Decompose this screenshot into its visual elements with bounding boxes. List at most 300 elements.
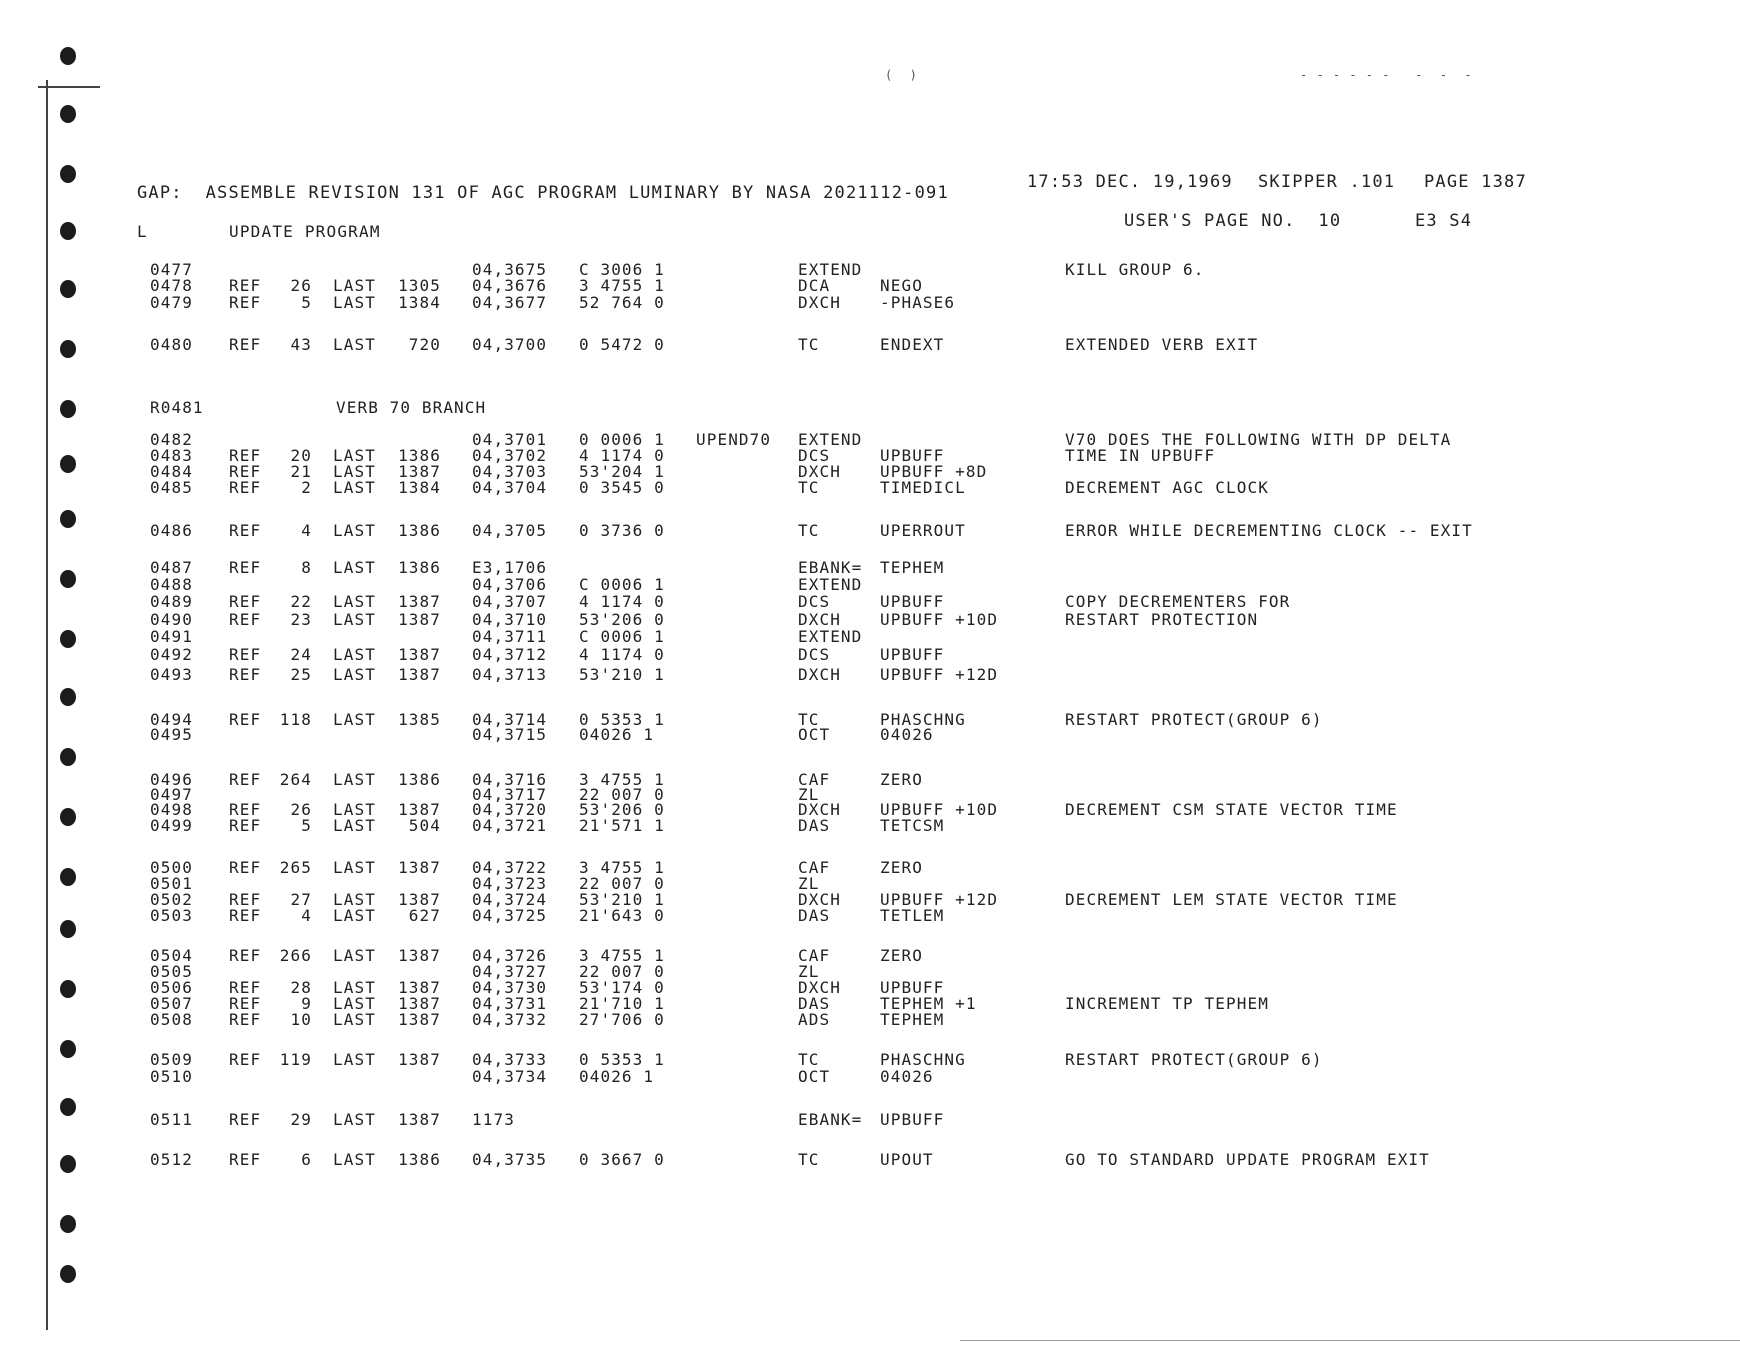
header-title: GAP: ASSEMBLE REVISION 131 OF AGC PROGRAM LUMINARY BY NASA 2021112-091 bbox=[137, 183, 949, 203]
last-keyword: LAST bbox=[333, 478, 376, 497]
opcode: DCS bbox=[798, 645, 831, 664]
memory-word: 21'710 1 bbox=[579, 994, 665, 1013]
ref-keyword: REF bbox=[229, 592, 262, 611]
ref-keyword: REF bbox=[229, 446, 262, 465]
last-keyword: LAST bbox=[333, 592, 376, 611]
line-number: 0500 bbox=[150, 858, 193, 877]
address: 04,3734 bbox=[472, 1067, 548, 1086]
operand: UPBUFF bbox=[880, 592, 945, 611]
line-number: 0492 bbox=[150, 645, 193, 664]
opcode: DXCH bbox=[798, 462, 841, 481]
ref-keyword: REF bbox=[229, 946, 262, 965]
line-number: 0499 bbox=[150, 816, 193, 835]
address: 04,3700 bbox=[472, 335, 548, 354]
last-page: 1387 bbox=[398, 610, 441, 629]
line-number: 0502 bbox=[150, 890, 193, 909]
comment: KILL GROUP 6. bbox=[1065, 260, 1205, 279]
ref-count: 2 bbox=[301, 478, 312, 497]
opcode: TC bbox=[798, 1150, 820, 1169]
operand: ZERO bbox=[880, 858, 923, 877]
last-keyword: LAST bbox=[333, 858, 376, 877]
line-number: 0491 bbox=[150, 627, 193, 646]
feed-hole bbox=[60, 105, 76, 123]
opcode: DXCH bbox=[798, 610, 841, 629]
ref-keyword: REF bbox=[229, 710, 262, 729]
ref-count: 21 bbox=[290, 462, 312, 481]
opcode: EXTEND bbox=[798, 430, 863, 449]
memory-word: 0 3736 0 bbox=[579, 521, 665, 540]
address: 04,3716 bbox=[472, 770, 548, 789]
last-keyword: LAST bbox=[333, 816, 376, 835]
opcode: DXCH bbox=[798, 800, 841, 819]
ref-keyword: REF bbox=[229, 521, 262, 540]
last-keyword: LAST bbox=[333, 906, 376, 925]
opcode: TC bbox=[798, 1050, 820, 1069]
opcode: TC bbox=[798, 521, 820, 540]
listing-line bbox=[0, 293, 1740, 313]
address: 04,3704 bbox=[472, 478, 548, 497]
memory-word: 04026 1 bbox=[579, 1067, 655, 1086]
listing-line bbox=[0, 1150, 1740, 1170]
memory-word: 22 007 0 bbox=[579, 785, 665, 804]
address: 04,3735 bbox=[472, 1150, 548, 1169]
operand: -PHASE6 bbox=[880, 293, 956, 312]
print-smudge: - - - - - - - - - bbox=[1300, 68, 1473, 82]
operand: ENDEXT bbox=[880, 335, 945, 354]
line-number: 0496 bbox=[150, 770, 193, 789]
last-page: 1387 bbox=[398, 994, 441, 1013]
memory-word: 52 764 0 bbox=[579, 293, 665, 312]
line-number: 0482 bbox=[150, 430, 193, 449]
ref-count: 26 bbox=[290, 276, 312, 295]
ref-keyword: REF bbox=[229, 770, 262, 789]
last-page: 1387 bbox=[398, 858, 441, 877]
ref-keyword: REF bbox=[229, 816, 262, 835]
last-keyword: LAST bbox=[333, 276, 376, 295]
memory-word: 3 4755 1 bbox=[579, 276, 665, 295]
last-keyword: LAST bbox=[333, 800, 376, 819]
memory-word: 0 5472 0 bbox=[579, 335, 665, 354]
ref-count: 8 bbox=[301, 558, 312, 577]
line-number: 0510 bbox=[150, 1067, 193, 1086]
header-users-page: USER'S PAGE NO. 10 bbox=[1124, 211, 1342, 231]
comment: COPY DECREMENTERS FOR bbox=[1065, 592, 1291, 611]
last-keyword: LAST bbox=[333, 994, 376, 1013]
address: 04,3701 bbox=[472, 430, 548, 449]
opcode: DXCH bbox=[798, 890, 841, 909]
last-keyword: LAST bbox=[333, 610, 376, 629]
line-number: 0493 bbox=[150, 665, 193, 684]
memory-word: 3 4755 1 bbox=[579, 946, 665, 965]
feed-hole bbox=[60, 165, 76, 183]
listing-line bbox=[0, 645, 1740, 665]
ref-keyword: REF bbox=[229, 1110, 262, 1129]
line-number: 0504 bbox=[150, 946, 193, 965]
address: 04,3715 bbox=[472, 725, 548, 744]
memory-word: 27'706 0 bbox=[579, 1010, 665, 1029]
address: 04,3703 bbox=[472, 462, 548, 481]
feed-hole bbox=[60, 1265, 76, 1283]
last-page: 1387 bbox=[398, 645, 441, 664]
section-title: UPDATE PROGRAM bbox=[229, 222, 381, 241]
feed-hole bbox=[60, 1215, 76, 1233]
operand: ZERO bbox=[880, 946, 923, 965]
address: 04,3706 bbox=[472, 575, 548, 594]
memory-word: C 0006 1 bbox=[579, 575, 665, 594]
ref-count: 266 bbox=[279, 946, 312, 965]
ref-keyword: REF bbox=[229, 276, 262, 295]
last-page: 1387 bbox=[398, 1050, 441, 1069]
memory-word: 0 0006 1 bbox=[579, 430, 665, 449]
memory-word: 0 5353 1 bbox=[579, 710, 665, 729]
address: 04,3730 bbox=[472, 978, 548, 997]
ref-count: 6 bbox=[301, 1150, 312, 1169]
address: 04,3732 bbox=[472, 1010, 548, 1029]
last-keyword: LAST bbox=[333, 335, 376, 354]
header-timestamp: 17:53 DEC. 19,1969 bbox=[1027, 172, 1233, 192]
memory-word: 21'643 0 bbox=[579, 906, 665, 925]
opcode: EBANK= bbox=[798, 558, 863, 577]
comment: V70 DOES THE FOLLOWING WITH DP DELTA bbox=[1065, 430, 1452, 449]
line-number: 0488 bbox=[150, 575, 193, 594]
memory-word: 22 007 0 bbox=[579, 962, 665, 981]
opcode: ZL bbox=[798, 785, 820, 804]
header-page-number: PAGE 1387 bbox=[1424, 172, 1527, 192]
listing-line bbox=[0, 665, 1740, 685]
address: 04,3707 bbox=[472, 592, 548, 611]
header-bank-code: E3 S4 bbox=[1415, 211, 1473, 231]
line-number: 0494 bbox=[150, 710, 193, 729]
line-number: 0506 bbox=[150, 978, 193, 997]
print-smudge: ( ) bbox=[885, 68, 918, 82]
last-page: 1387 bbox=[398, 1010, 441, 1029]
opcode: CAF bbox=[798, 770, 831, 789]
ref-count: 22 bbox=[290, 592, 312, 611]
opcode: ADS bbox=[798, 1010, 831, 1029]
ref-count: 29 bbox=[290, 1110, 312, 1129]
ref-keyword: REF bbox=[229, 1050, 262, 1069]
memory-word: 53'210 1 bbox=[579, 890, 665, 909]
opcode: DAS bbox=[798, 994, 831, 1013]
opcode: EXTEND bbox=[798, 627, 863, 646]
last-keyword: LAST bbox=[333, 665, 376, 684]
address: 04,3725 bbox=[472, 906, 548, 925]
memory-word: 21'571 1 bbox=[579, 816, 665, 835]
ref-count: 24 bbox=[290, 645, 312, 664]
operand: NEGO bbox=[880, 276, 923, 295]
opcode: ZL bbox=[798, 874, 820, 893]
line-number: 0505 bbox=[150, 962, 193, 981]
last-keyword: LAST bbox=[333, 645, 376, 664]
listing-line bbox=[0, 725, 1740, 745]
last-keyword: LAST bbox=[333, 1010, 376, 1029]
operand: UPBUFF bbox=[880, 645, 945, 664]
operand: TIMEDICL bbox=[880, 478, 966, 497]
opcode: OCT bbox=[798, 725, 831, 744]
operand: UPERROUT bbox=[880, 521, 966, 540]
line-number: R0481 bbox=[150, 398, 204, 417]
line-number: 0507 bbox=[150, 994, 193, 1013]
operand: UPBUFF bbox=[880, 1110, 945, 1129]
address: 04,3721 bbox=[472, 816, 548, 835]
memory-word: 53'206 0 bbox=[579, 610, 665, 629]
line-number: 0484 bbox=[150, 462, 193, 481]
opcode: TC bbox=[798, 710, 820, 729]
feed-hole bbox=[60, 222, 76, 240]
opcode: DCA bbox=[798, 276, 831, 295]
operand: UPBUFF bbox=[880, 978, 945, 997]
ref-count: 23 bbox=[290, 610, 312, 629]
bottom-rule bbox=[960, 1340, 1740, 1341]
address: 04,3713 bbox=[472, 665, 548, 684]
opcode: CAF bbox=[798, 858, 831, 877]
ref-keyword: REF bbox=[229, 335, 262, 354]
address: E3,1706 bbox=[472, 558, 548, 577]
address: 04,3723 bbox=[472, 874, 548, 893]
opcode: TC bbox=[798, 335, 820, 354]
last-keyword: LAST bbox=[333, 1110, 376, 1129]
memory-word: 04026 1 bbox=[579, 725, 655, 744]
address: 1173 bbox=[472, 1110, 515, 1129]
opcode: CAF bbox=[798, 946, 831, 965]
last-page: 1387 bbox=[398, 800, 441, 819]
comment: INCREMENT TP TEPHEM bbox=[1065, 994, 1269, 1013]
memory-word: 53'204 1 bbox=[579, 462, 665, 481]
comment: DECREMENT CSM STATE VECTOR TIME bbox=[1065, 800, 1398, 819]
header-operator: SKIPPER .101 bbox=[1258, 172, 1396, 192]
comment: RESTART PROTECT(GROUP 6) bbox=[1065, 1050, 1323, 1069]
operand: UPBUFF +12D bbox=[880, 665, 999, 684]
address: 04,3702 bbox=[472, 446, 548, 465]
memory-word: 4 1174 0 bbox=[579, 645, 665, 664]
line-number: 0503 bbox=[150, 906, 193, 925]
ref-keyword: REF bbox=[229, 1010, 262, 1029]
address: 04,3711 bbox=[472, 627, 548, 646]
line-number: 0501 bbox=[150, 874, 193, 893]
comment: DECREMENT AGC CLOCK bbox=[1065, 478, 1269, 497]
opcode: EXTEND bbox=[798, 575, 863, 594]
address: 04,3676 bbox=[472, 276, 548, 295]
ref-keyword: REF bbox=[229, 906, 262, 925]
opcode: DCS bbox=[798, 592, 831, 611]
memory-word: 22 007 0 bbox=[579, 874, 665, 893]
address: 04,3731 bbox=[472, 994, 548, 1013]
line-number: 0480 bbox=[150, 335, 193, 354]
address: 04,3677 bbox=[472, 293, 548, 312]
last-page: 1387 bbox=[398, 592, 441, 611]
ref-keyword: REF bbox=[229, 462, 262, 481]
listing-line bbox=[0, 906, 1740, 926]
line-number: 0483 bbox=[150, 446, 193, 465]
ref-keyword: REF bbox=[229, 665, 262, 684]
opcode: DXCH bbox=[798, 293, 841, 312]
ref-keyword: REF bbox=[229, 645, 262, 664]
operand: UPBUFF +10D bbox=[880, 800, 999, 819]
address: 04,3727 bbox=[472, 962, 548, 981]
feed-hole bbox=[60, 47, 76, 65]
comment: TIME IN UPBUFF bbox=[1065, 446, 1216, 465]
opcode: EXTEND bbox=[798, 260, 863, 279]
last-keyword: LAST bbox=[333, 462, 376, 481]
memory-word: 0 3667 0 bbox=[579, 1150, 665, 1169]
line-number: 0511 bbox=[150, 1110, 193, 1129]
opcode: DAS bbox=[798, 906, 831, 925]
opcode: DXCH bbox=[798, 665, 841, 684]
operand: TEPHEM bbox=[880, 1010, 945, 1029]
line-number: 0490 bbox=[150, 610, 193, 629]
comment: ERROR WHILE DECREMENTING CLOCK -- EXIT bbox=[1065, 521, 1473, 540]
operand: 04026 bbox=[880, 725, 934, 744]
last-page: 1384 bbox=[398, 478, 441, 497]
line-number: 0485 bbox=[150, 478, 193, 497]
address: 04,3705 bbox=[472, 521, 548, 540]
section-remark: VERB 70 BRANCH bbox=[336, 398, 487, 417]
last-page: 1387 bbox=[398, 978, 441, 997]
ref-count: 20 bbox=[290, 446, 312, 465]
operand: 04026 bbox=[880, 1067, 934, 1086]
line-number: 0495 bbox=[150, 725, 193, 744]
memory-word: 0 3545 0 bbox=[579, 478, 665, 497]
operand: ZERO bbox=[880, 770, 923, 789]
address: 04,3712 bbox=[472, 645, 548, 664]
opcode: DCS bbox=[798, 446, 831, 465]
memory-word: C 0006 1 bbox=[579, 627, 665, 646]
memory-word: 0 5353 1 bbox=[579, 1050, 665, 1069]
operand: UPOUT bbox=[880, 1150, 934, 1169]
last-page: 627 bbox=[408, 906, 441, 925]
memory-word: 53'206 0 bbox=[579, 800, 665, 819]
last-keyword: LAST bbox=[333, 1050, 376, 1069]
last-keyword: LAST bbox=[333, 558, 376, 577]
opcode: EBANK= bbox=[798, 1110, 863, 1129]
listing-line bbox=[0, 478, 1740, 498]
operand: TETLEM bbox=[880, 906, 945, 925]
last-page: 1387 bbox=[398, 1110, 441, 1129]
ref-count: 5 bbox=[301, 293, 312, 312]
ref-count: 43 bbox=[290, 335, 312, 354]
listing-line bbox=[0, 1010, 1740, 1030]
opcode: DAS bbox=[798, 816, 831, 835]
opcode: ZL bbox=[798, 962, 820, 981]
last-page: 1384 bbox=[398, 293, 441, 312]
address: 04,3714 bbox=[472, 710, 548, 729]
comment: GO TO STANDARD UPDATE PROGRAM EXIT bbox=[1065, 1150, 1430, 1169]
feed-hole bbox=[60, 688, 76, 706]
address: 04,3710 bbox=[472, 610, 548, 629]
operand: PHASCHNG bbox=[880, 710, 966, 729]
last-keyword: LAST bbox=[333, 446, 376, 465]
last-page: 504 bbox=[408, 816, 441, 835]
ref-keyword: REF bbox=[229, 890, 262, 909]
line-number: 0508 bbox=[150, 1010, 193, 1029]
memory-word: 3 4755 1 bbox=[579, 858, 665, 877]
listing-line bbox=[0, 816, 1740, 836]
listing-line bbox=[0, 592, 1740, 612]
memory-word: 3 4755 1 bbox=[579, 770, 665, 789]
address: 04,3726 bbox=[472, 946, 548, 965]
memory-word: 53'174 0 bbox=[579, 978, 665, 997]
listing-line bbox=[0, 398, 1740, 418]
ref-keyword: REF bbox=[229, 610, 262, 629]
operand: UPBUFF bbox=[880, 446, 945, 465]
memory-word: C 3006 1 bbox=[579, 260, 665, 279]
memory-word: 53'210 1 bbox=[579, 665, 665, 684]
ref-count: 118 bbox=[279, 710, 312, 729]
operand: UPBUFF +12D bbox=[880, 890, 999, 909]
listing-line bbox=[0, 1067, 1740, 1087]
ref-count: 4 bbox=[301, 521, 312, 540]
corner-rule bbox=[38, 86, 100, 88]
line-number: 0486 bbox=[150, 521, 193, 540]
address: 04,3722 bbox=[472, 858, 548, 877]
listing-line bbox=[0, 627, 1740, 647]
opcode: TC bbox=[798, 478, 820, 497]
last-page: 1387 bbox=[398, 890, 441, 909]
line-number: 0478 bbox=[150, 276, 193, 295]
address: 04,3733 bbox=[472, 1050, 548, 1069]
label: UPEND70 bbox=[696, 430, 772, 449]
operand: PHASCHNG bbox=[880, 1050, 966, 1069]
ref-count: 119 bbox=[279, 1050, 312, 1069]
ref-count: 27 bbox=[290, 890, 312, 909]
last-page: 1387 bbox=[398, 665, 441, 684]
comment: RESTART PROTECT(GROUP 6) bbox=[1065, 710, 1323, 729]
ref-count: 26 bbox=[290, 800, 312, 819]
feed-hole bbox=[60, 748, 76, 766]
last-keyword: LAST bbox=[333, 978, 376, 997]
ref-keyword: REF bbox=[229, 293, 262, 312]
last-page: 1387 bbox=[398, 462, 441, 481]
operand: TETCSM bbox=[880, 816, 945, 835]
ref-count: 25 bbox=[290, 665, 312, 684]
memory-word: 4 1174 0 bbox=[579, 592, 665, 611]
ref-keyword: REF bbox=[229, 800, 262, 819]
last-page: 1386 bbox=[398, 770, 441, 789]
last-page: 1386 bbox=[398, 1150, 441, 1169]
ref-keyword: REF bbox=[229, 558, 262, 577]
opcode: DXCH bbox=[798, 978, 841, 997]
line-number: 0509 bbox=[150, 1050, 193, 1069]
operand: TEPHEM bbox=[880, 558, 945, 577]
section-letter: L bbox=[137, 222, 148, 241]
memory-word: 4 1174 0 bbox=[579, 446, 665, 465]
address: 04,3724 bbox=[472, 890, 548, 909]
ref-count: 5 bbox=[301, 816, 312, 835]
line-number: 0487 bbox=[150, 558, 193, 577]
last-keyword: LAST bbox=[333, 521, 376, 540]
ref-keyword: REF bbox=[229, 994, 262, 1013]
ref-keyword: REF bbox=[229, 858, 262, 877]
operand: UPBUFF +8D bbox=[880, 462, 988, 481]
last-keyword: LAST bbox=[333, 770, 376, 789]
last-page: 1385 bbox=[398, 710, 441, 729]
ref-count: 264 bbox=[279, 770, 312, 789]
last-page: 1386 bbox=[398, 446, 441, 465]
last-keyword: LAST bbox=[333, 946, 376, 965]
last-page: 1386 bbox=[398, 521, 441, 540]
last-keyword: LAST bbox=[333, 1150, 376, 1169]
address: 04,3675 bbox=[472, 260, 548, 279]
last-keyword: LAST bbox=[333, 293, 376, 312]
line-number: 0498 bbox=[150, 800, 193, 819]
last-page: 1387 bbox=[398, 946, 441, 965]
ref-keyword: REF bbox=[229, 978, 262, 997]
ref-count: 4 bbox=[301, 906, 312, 925]
last-page: 1386 bbox=[398, 558, 441, 577]
line-number: 0512 bbox=[150, 1150, 193, 1169]
listing-line bbox=[0, 335, 1740, 355]
ref-keyword: REF bbox=[229, 478, 262, 497]
